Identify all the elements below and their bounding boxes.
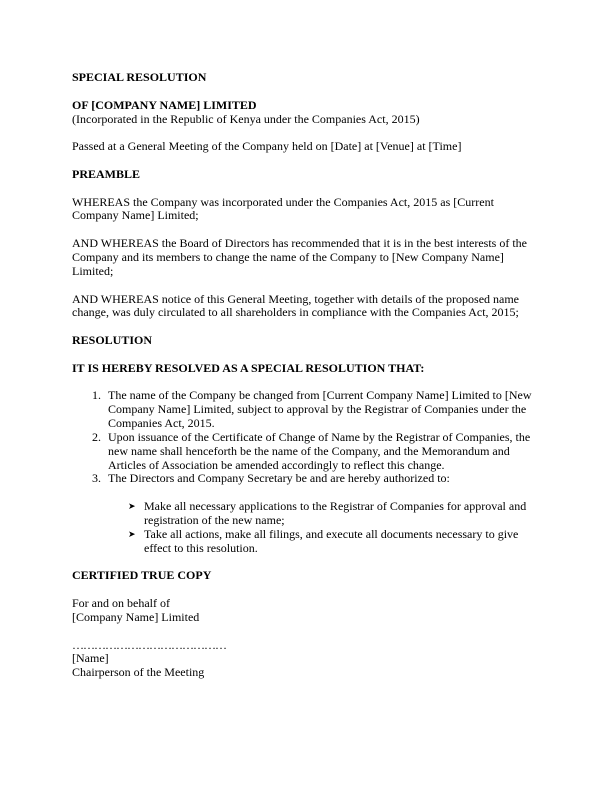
company-name-line: [Company Name] Limited bbox=[72, 609, 200, 624]
authorization-bullets bbox=[128, 500, 540, 555]
certified-heading: CERTIFIED TRUE COPY bbox=[72, 568, 212, 583]
signatory-role: Chairperson of the Meeting bbox=[72, 665, 205, 680]
list-text: The name of the Company be changed from [Current Company Name] Limited to [New Company Name] Limited, subject to approval by the Registrar of Companies under the Companies Act, 2015. bbox=[108, 388, 532, 431]
preamble-heading: PREAMBLE bbox=[72, 166, 141, 181]
preamble-paragraph: AND WHEREAS the Board of Directors has recommended that it is in the best interests of the Company and its members to change the name of the Company to [New Company Name] Limited; bbox=[72, 236, 528, 278]
arrow-bullet-icon: ➤ bbox=[128, 501, 136, 512]
preamble-paragraph: WHEREAS the Company was incorporated under the Companies Act, 2015 as [Current Company Name] Limited; bbox=[72, 194, 494, 223]
resolution-subheading: IT IS HEREBY RESOLVED AS A SPECIAL RESOLUTION THAT: bbox=[72, 360, 425, 375]
preamble-paragraph: AND WHEREAS notice of this General Meeting, together with details of the proposed name change, was duly circulated to all shareholders in compliance with the Companies Act, 2015; bbox=[72, 291, 520, 320]
list-text: Upon issuance of the Certificate of Change of Name by the Registrar of Companies, the new name shall henceforth be the name of the Company, and the Memorandum and Articles of Association be amended accordingly to reflect this change. bbox=[108, 429, 531, 472]
bullet-text: Make all necessary applications to the Registrar of Companies for approval and registration of the new name; bbox=[144, 499, 527, 527]
list-item bbox=[88, 389, 540, 431]
company-heading: OF [COMPANY NAME] LIMITED bbox=[72, 97, 257, 112]
meeting-details: Passed at a General Meeting of the Company held on [Date] at [Venue] at [Time] bbox=[72, 139, 462, 154]
list-number: 3. bbox=[92, 471, 101, 486]
signature-line: …………………………………… bbox=[72, 637, 226, 652]
incorporation-note: (Incorporated in the Republic of Kenya under the Companies Act, 2015) bbox=[72, 111, 420, 126]
bullet-item bbox=[128, 500, 540, 528]
bullet-item bbox=[128, 528, 540, 556]
list-item bbox=[88, 431, 540, 473]
behalf-line: For and on behalf of bbox=[72, 596, 170, 611]
list-number: 1. bbox=[92, 388, 101, 403]
resolution-list bbox=[72, 389, 540, 486]
arrow-bullet-icon: ➤ bbox=[128, 528, 136, 539]
resolution-heading: RESOLUTION bbox=[72, 333, 153, 348]
document-title: SPECIAL RESOLUTION bbox=[72, 70, 207, 84]
list-text: The Directors and Company Secretary be and are hereby authorized to: bbox=[108, 471, 450, 486]
list-item bbox=[88, 472, 540, 486]
signatory-name: [Name] bbox=[72, 651, 109, 666]
bullet-text: Take all actions, make all filings, and execute all documents necessary to give effect to this resolution. bbox=[144, 526, 519, 555]
list-number: 2. bbox=[92, 429, 101, 444]
